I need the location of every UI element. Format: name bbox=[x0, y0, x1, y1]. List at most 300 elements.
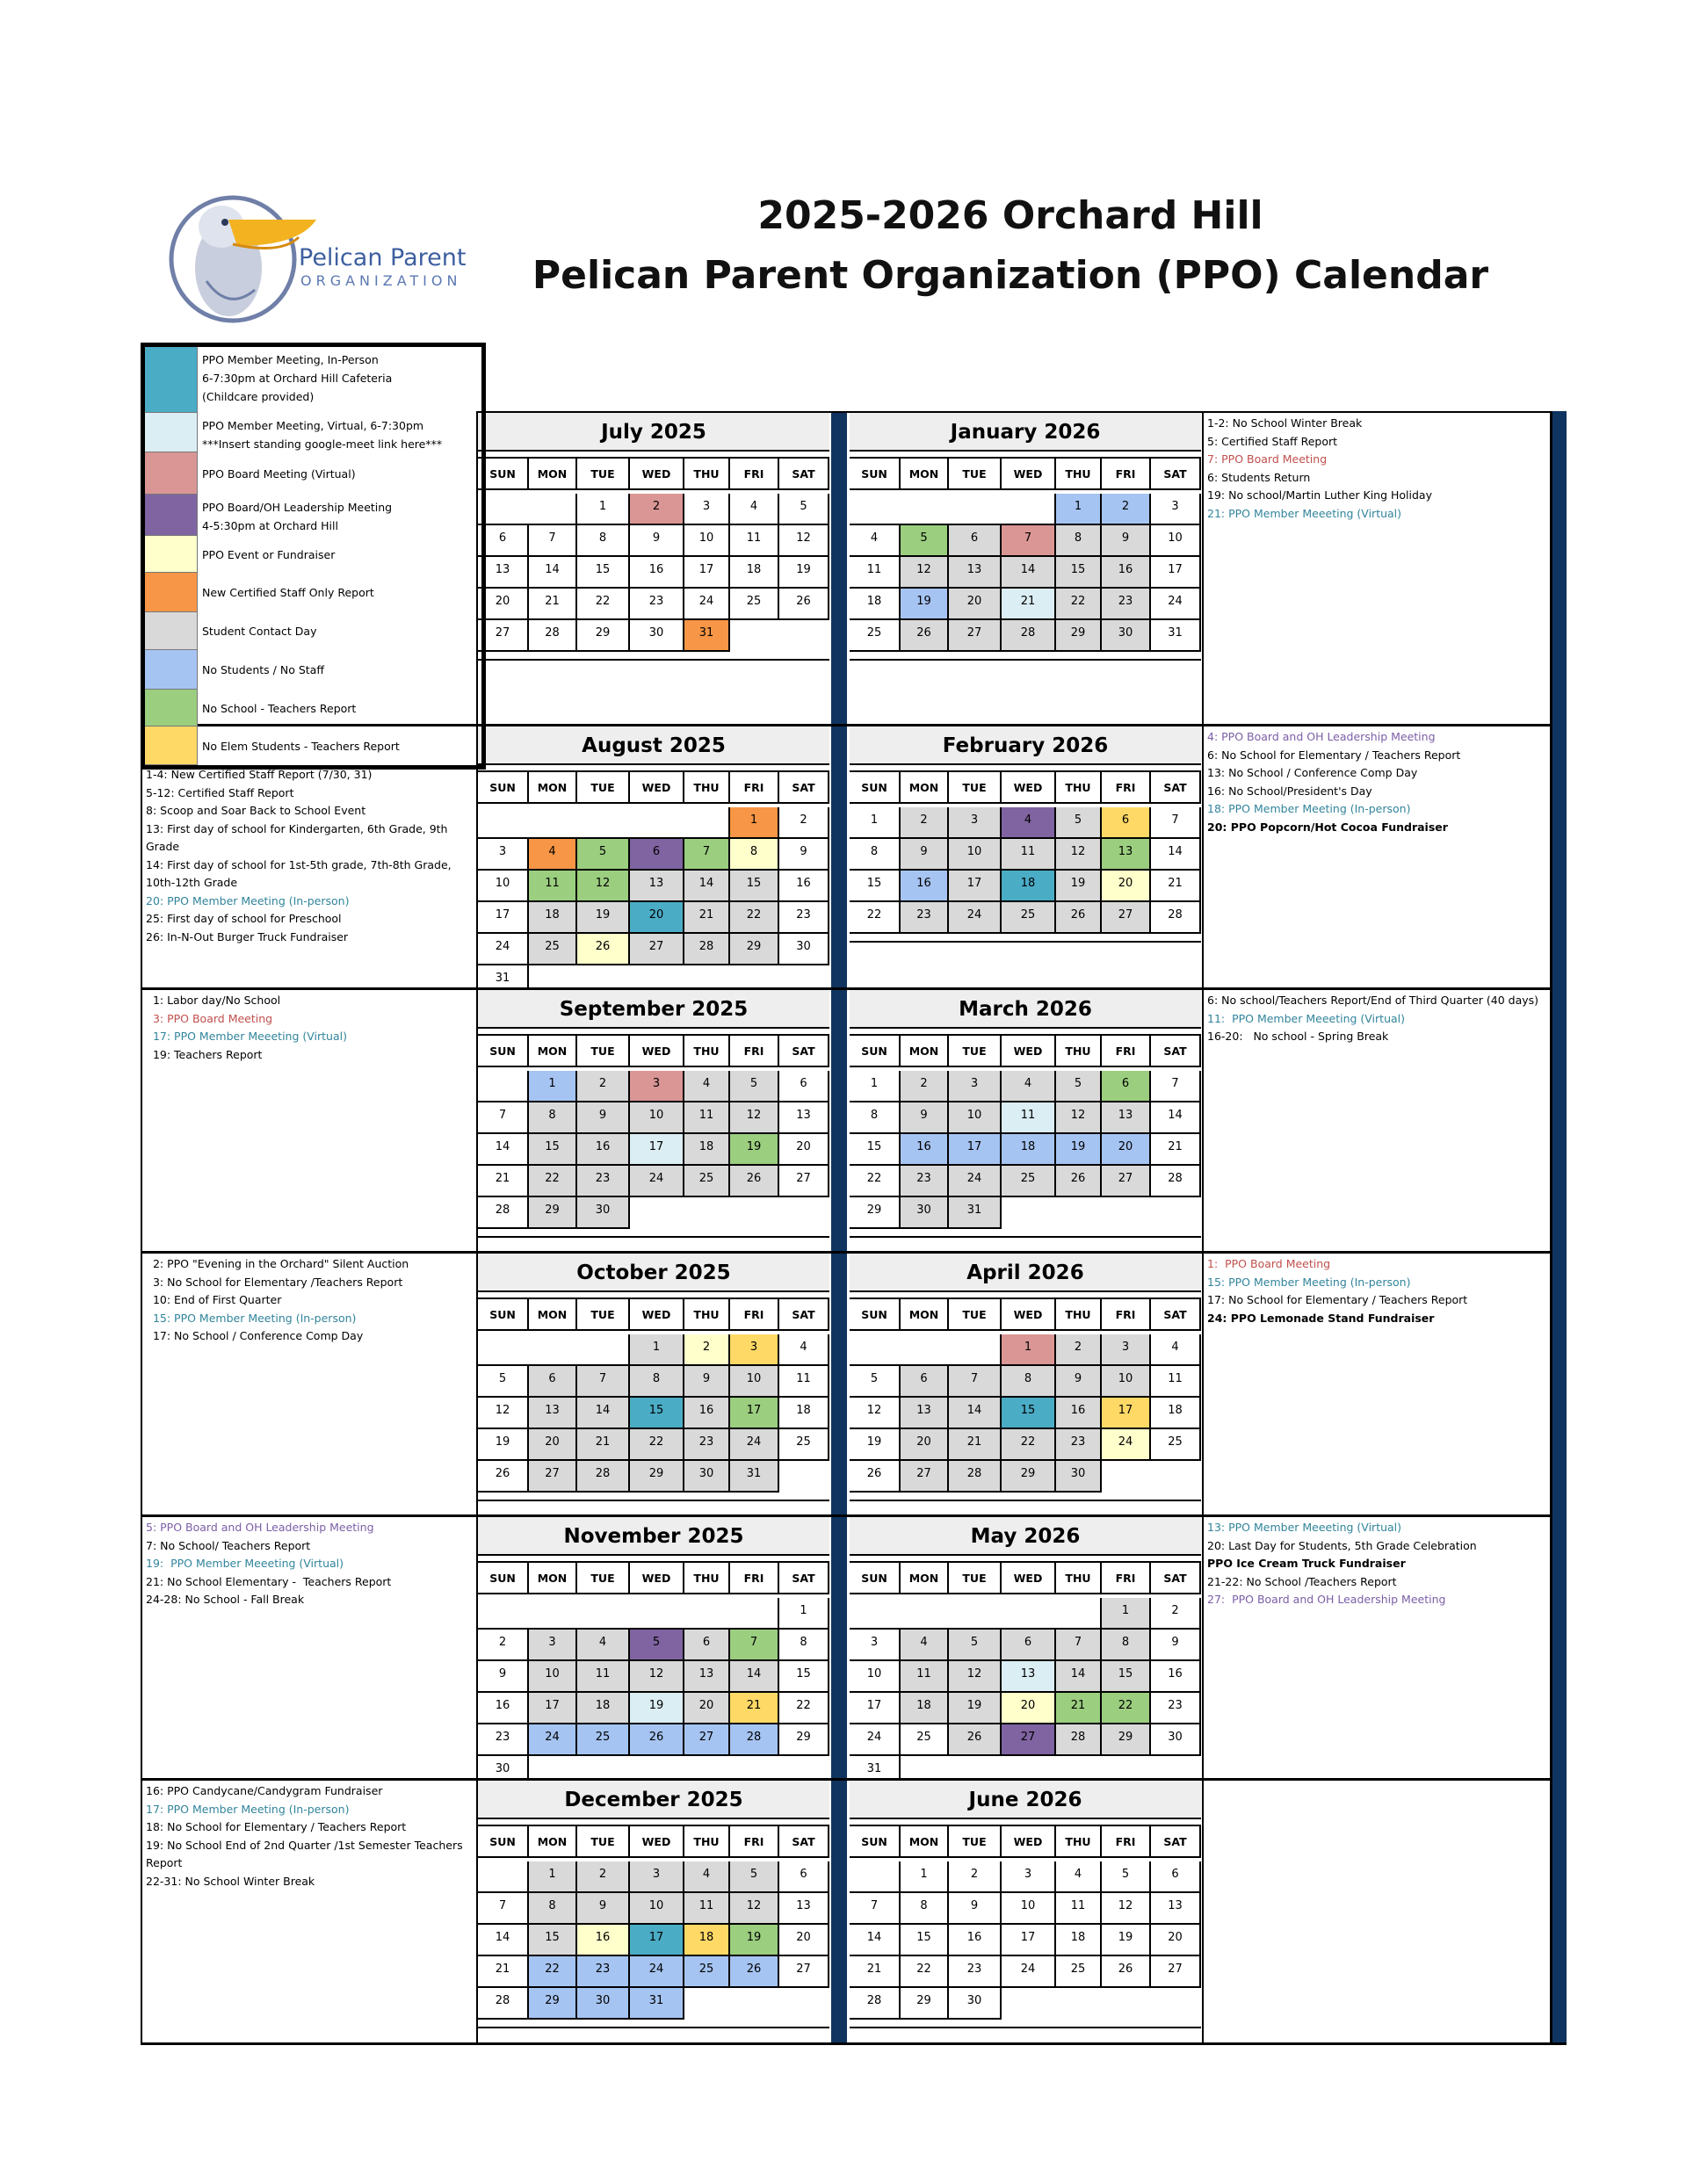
note-line: 7: PPO Board Meeting bbox=[1207, 452, 1328, 466]
weekday-thu: THU bbox=[1056, 459, 1102, 490]
day-cell: 1 bbox=[901, 1861, 949, 1893]
day-cell: 9 bbox=[901, 1102, 949, 1134]
day-cell: 25 bbox=[901, 1724, 949, 1756]
day-cell: 22 bbox=[901, 1956, 949, 1988]
day-cell: 18 bbox=[1002, 1134, 1056, 1166]
day-cell: 5 bbox=[730, 1071, 779, 1102]
day-cell: 21 bbox=[730, 1693, 779, 1724]
day-cell: 30 bbox=[901, 1197, 949, 1229]
legend bbox=[141, 343, 486, 770]
day-cell: 5 bbox=[901, 525, 949, 557]
weekday-fri: FRI bbox=[1102, 772, 1151, 804]
day-cell: 21 bbox=[1056, 1693, 1102, 1724]
day-cell: 20 bbox=[684, 1693, 730, 1724]
weekday-sat: SAT bbox=[1151, 1826, 1201, 1858]
note-line: 15: PPO Member Meeting (In-person) bbox=[146, 1311, 357, 1325]
month-bottom-line bbox=[850, 1236, 1201, 1238]
day-cell: 27 bbox=[630, 934, 684, 965]
day-cell: 9 bbox=[1056, 1366, 1102, 1398]
note-line: 18: No School for Elementary / Teachers Report bbox=[146, 1820, 407, 1833]
weekday-thu: THU bbox=[684, 1036, 730, 1067]
month-november-2025 bbox=[478, 1517, 829, 1781]
right-blue-bar bbox=[1552, 411, 1567, 2045]
week-header-top bbox=[850, 1561, 1201, 1563]
day-cell: 26 bbox=[850, 1461, 901, 1493]
day-cell: 23 bbox=[684, 1429, 730, 1461]
legend-row bbox=[145, 573, 481, 612]
month-december-2025 bbox=[478, 1781, 829, 2047]
weekday-sun: SUN bbox=[478, 1563, 529, 1594]
day-cell: 9 bbox=[630, 525, 684, 557]
day-cell: 12 bbox=[901, 557, 949, 589]
day-cell: 21 bbox=[478, 1166, 529, 1197]
day-cell: 2 bbox=[1102, 494, 1151, 525]
weekday-sat: SAT bbox=[1151, 772, 1201, 804]
day-cell: 22 bbox=[779, 1693, 829, 1724]
day-cell: 22 bbox=[850, 902, 901, 934]
day-cell: 27 bbox=[529, 1461, 577, 1493]
weekday-fri: FRI bbox=[730, 1563, 779, 1594]
note-line: 26: In-N-Out Burger Truck Fundraiser bbox=[146, 929, 349, 943]
day-cell: 11 bbox=[1151, 1366, 1201, 1398]
note-line: 20: PPO Member Meeting (In-person) bbox=[146, 893, 350, 907]
note-line: 2: PPO "Evening in the Orchard" Silent Auction bbox=[146, 1257, 409, 1270]
month-bottom-line bbox=[850, 941, 1201, 943]
day-cell: 3 bbox=[730, 1334, 779, 1366]
day-cell: 2 bbox=[901, 807, 949, 839]
empty-cell bbox=[478, 1598, 529, 1630]
day-cell: 29 bbox=[850, 1197, 901, 1229]
day-cell: 1 bbox=[529, 1071, 577, 1102]
notes-may bbox=[1204, 1515, 1552, 1775]
legend-label-line: PPO Member Meeting, Virtual, 6-7:30pm bbox=[202, 419, 424, 432]
weekday-thu: THU bbox=[1056, 1563, 1102, 1594]
day-cell: 2 bbox=[1151, 1598, 1201, 1630]
weekday-mon: MON bbox=[529, 459, 577, 490]
day-cell: 27 bbox=[1151, 1956, 1201, 1988]
day-cell: 19 bbox=[779, 557, 829, 589]
legend-swatch bbox=[145, 573, 198, 612]
note-line: 1-4: New Certified Staff Report (7/30, 31) bbox=[146, 768, 373, 781]
day-cell: 24 bbox=[1102, 1429, 1151, 1461]
day-cell: 12 bbox=[478, 1398, 529, 1429]
day-cell: 22 bbox=[1002, 1429, 1056, 1461]
day-cell: 16 bbox=[577, 1925, 630, 1956]
weekday-tue: TUE bbox=[577, 1826, 630, 1858]
month-title: February 2026 bbox=[850, 726, 1201, 765]
day-cell: 25 bbox=[850, 620, 901, 652]
empty-cell bbox=[850, 1334, 901, 1366]
day-cell: 30 bbox=[1102, 620, 1151, 652]
empty-cell bbox=[630, 807, 684, 839]
empty-cell bbox=[684, 1598, 730, 1630]
note-line: 10: End of First Quarter bbox=[146, 1293, 282, 1306]
weekday-sun: SUN bbox=[478, 772, 529, 804]
day-cell: 22 bbox=[1056, 589, 1102, 620]
empty-cell bbox=[529, 807, 577, 839]
day-cell: 27 bbox=[684, 1724, 730, 1756]
day-cell: 1 bbox=[1056, 494, 1102, 525]
month-bottom-line bbox=[478, 2027, 829, 2028]
legend-label-line: (Childcare provided) bbox=[202, 390, 315, 403]
day-cell: 22 bbox=[529, 1956, 577, 1988]
day-cell: 17 bbox=[730, 1398, 779, 1429]
legend-label bbox=[202, 737, 400, 755]
weekday-wed: WED bbox=[630, 1563, 684, 1594]
weekday-thu: THU bbox=[1056, 1826, 1102, 1858]
weekday-fri: FRI bbox=[1102, 1036, 1151, 1067]
legend-label-line: No Students / No Staff bbox=[202, 663, 324, 676]
day-cell: 13 bbox=[478, 557, 529, 589]
legend-swatch bbox=[145, 612, 198, 650]
day-cell: 6 bbox=[478, 525, 529, 557]
day-cell: 25 bbox=[730, 589, 779, 620]
day-cell: 30 bbox=[949, 1988, 1002, 2020]
day-cell: 23 bbox=[630, 589, 684, 620]
day-cell: 3 bbox=[529, 1630, 577, 1661]
day-cell: 12 bbox=[1102, 1893, 1151, 1925]
weekday-mon: MON bbox=[901, 459, 949, 490]
weekday-fri: FRI bbox=[1102, 1563, 1151, 1594]
day-cell: 11 bbox=[1002, 1102, 1056, 1134]
note-line: 16-20: No school - Spring Break bbox=[1207, 1030, 1389, 1043]
day-cell: 24 bbox=[478, 934, 529, 965]
day-cell: 15 bbox=[529, 1134, 577, 1166]
day-cell: 26 bbox=[1056, 902, 1102, 934]
note-line: 20: Last Day for Students, 5th Grade Celebration bbox=[1207, 1538, 1477, 1552]
day-cell: 29 bbox=[779, 1724, 829, 1756]
day-cell: 31 bbox=[684, 620, 730, 652]
legend-label-line: No Elem Students - Teachers Report bbox=[202, 739, 400, 753]
day-cell: 24 bbox=[529, 1724, 577, 1756]
day-cell: 14 bbox=[577, 1398, 630, 1429]
notes-nov bbox=[142, 1515, 476, 1776]
day-cell: 18 bbox=[1002, 871, 1056, 902]
legend-row bbox=[145, 650, 481, 690]
day-cell: 24 bbox=[1002, 1956, 1056, 1988]
day-cell: 4 bbox=[684, 1071, 730, 1102]
note-line: 21: No School Elementary - Teachers Report bbox=[146, 1574, 392, 1588]
day-cell: 4 bbox=[850, 525, 901, 557]
day-cell: 4 bbox=[901, 1630, 949, 1661]
day-cell: 29 bbox=[1056, 620, 1102, 652]
day-cell: 4 bbox=[779, 1334, 829, 1366]
legend-swatch bbox=[145, 536, 198, 573]
day-cell: 5 bbox=[1056, 1071, 1102, 1102]
week-header-top bbox=[850, 770, 1201, 772]
month-april-2026 bbox=[850, 1254, 1201, 1517]
day-cell: 27 bbox=[478, 620, 529, 652]
day-cell: 7 bbox=[850, 1893, 901, 1925]
day-cell: 10 bbox=[850, 1661, 901, 1693]
weekday-sun: SUN bbox=[850, 772, 901, 804]
day-cell: 24 bbox=[949, 902, 1002, 934]
day-cell: 24 bbox=[630, 1166, 684, 1197]
weekday-sun: SUN bbox=[850, 1299, 901, 1331]
day-cell: 27 bbox=[779, 1956, 829, 1988]
day-cell: 25 bbox=[779, 1429, 829, 1461]
note-line: 16: No School/President's Day bbox=[1207, 784, 1372, 798]
day-cell: 16 bbox=[630, 557, 684, 589]
day-cell: 20 bbox=[949, 589, 1002, 620]
day-cell: 29 bbox=[577, 620, 630, 652]
weekday-tue: TUE bbox=[577, 1563, 630, 1594]
day-cell: 30 bbox=[684, 1461, 730, 1493]
note-line: 6: No school/Teachers Report/End of Third Quarter (40 days) bbox=[1207, 994, 1539, 1007]
day-cell: 14 bbox=[730, 1661, 779, 1693]
empty-cell bbox=[529, 1334, 577, 1366]
weekday-mon: MON bbox=[901, 1299, 949, 1331]
day-cell: 13 bbox=[1002, 1661, 1056, 1693]
day-cell: 14 bbox=[478, 1925, 529, 1956]
day-cell: 26 bbox=[1056, 1166, 1102, 1197]
day-cell: 12 bbox=[850, 1398, 901, 1429]
day-cell: 19 bbox=[630, 1693, 684, 1724]
note-line: 1: PPO Board Meeting bbox=[1207, 1257, 1331, 1270]
day-cell: 2 bbox=[577, 1861, 630, 1893]
day-cell: 22 bbox=[630, 1429, 684, 1461]
empty-cell bbox=[529, 494, 577, 525]
notes-oct bbox=[142, 1252, 476, 1513]
day-cell: 10 bbox=[630, 1102, 684, 1134]
day-cell: 31 bbox=[630, 1988, 684, 2020]
month-title: November 2025 bbox=[478, 1517, 829, 1556]
day-cell: 5 bbox=[478, 1366, 529, 1398]
day-cell: 22 bbox=[577, 589, 630, 620]
day-cell: 20 bbox=[1102, 1134, 1151, 1166]
day-cell: 5 bbox=[850, 1366, 901, 1398]
day-cell: 26 bbox=[901, 620, 949, 652]
weekday-fri: FRI bbox=[730, 1036, 779, 1067]
legend-label-line: New Certified Staff Only Report bbox=[202, 586, 374, 599]
day-cell: 26 bbox=[478, 1461, 529, 1493]
day-cell: 18 bbox=[850, 589, 901, 620]
day-cell: 11 bbox=[684, 1893, 730, 1925]
empty-cell bbox=[1056, 1598, 1102, 1630]
day-cell: 25 bbox=[1151, 1429, 1201, 1461]
month-bottom-line bbox=[850, 1500, 1201, 1501]
day-cell: 8 bbox=[529, 1893, 577, 1925]
day-cell: 10 bbox=[949, 839, 1002, 871]
logo-subtitle: ORGANIZATION bbox=[300, 272, 462, 289]
day-cell: 29 bbox=[1002, 1461, 1056, 1493]
weekday-sat: SAT bbox=[1151, 1563, 1201, 1594]
legend-label bbox=[202, 465, 356, 483]
day-cell: 6 bbox=[901, 1366, 949, 1398]
day-cell: 21 bbox=[1151, 871, 1201, 902]
day-cell: 28 bbox=[1151, 902, 1201, 934]
day-cell: 26 bbox=[577, 934, 630, 965]
weekday-tue: TUE bbox=[949, 1299, 1002, 1331]
note-line: 21: PPO Member Meeeting (Virtual) bbox=[1207, 506, 1402, 520]
day-cell: 10 bbox=[630, 1893, 684, 1925]
legend-row bbox=[145, 347, 481, 413]
day-cell: 15 bbox=[779, 1661, 829, 1693]
day-cell: 25 bbox=[529, 934, 577, 965]
day-cell: 9 bbox=[779, 839, 829, 871]
day-cell: 7 bbox=[577, 1366, 630, 1398]
day-cell: 4 bbox=[730, 494, 779, 525]
day-cell: 26 bbox=[630, 1724, 684, 1756]
empty-cell bbox=[577, 1334, 630, 1366]
day-cell: 20 bbox=[1002, 1693, 1056, 1724]
note-line: 1: Labor day/No School bbox=[146, 994, 281, 1007]
week-header-top bbox=[478, 1034, 829, 1036]
day-cell: 4 bbox=[684, 1861, 730, 1893]
month-january-2026 bbox=[850, 413, 1201, 726]
day-cell: 27 bbox=[1102, 1166, 1151, 1197]
legend-row bbox=[145, 413, 481, 452]
day-cell: 17 bbox=[529, 1693, 577, 1724]
day-cell: 23 bbox=[577, 1956, 630, 1988]
legend-label-line: 4-5:30pm at Orchard Hill bbox=[202, 519, 338, 532]
legend-swatch bbox=[145, 690, 198, 726]
week-header-top bbox=[850, 1034, 1201, 1036]
day-cell: 17 bbox=[630, 1134, 684, 1166]
weekday-sun: SUN bbox=[478, 1299, 529, 1331]
weekday-wed: WED bbox=[630, 1826, 684, 1858]
weekday-wed: WED bbox=[1002, 1563, 1056, 1594]
day-cell: 3 bbox=[630, 1071, 684, 1102]
day-cell: 19 bbox=[577, 902, 630, 934]
notes-mar bbox=[1204, 988, 1552, 1248]
day-cell: 1 bbox=[850, 807, 901, 839]
day-cell: 13 bbox=[529, 1398, 577, 1429]
day-cell: 15 bbox=[577, 557, 630, 589]
legend-row bbox=[145, 536, 481, 573]
empty-cell bbox=[949, 494, 1002, 525]
day-cell: 30 bbox=[577, 1988, 630, 2020]
weekday-mon: MON bbox=[901, 1563, 949, 1594]
day-cell: 17 bbox=[630, 1925, 684, 1956]
day-cell: 13 bbox=[1102, 839, 1151, 871]
weekday-tue: TUE bbox=[949, 1563, 1002, 1594]
pelican-icon bbox=[167, 184, 316, 329]
legend-label bbox=[202, 546, 335, 564]
day-cell: 8 bbox=[1056, 525, 1102, 557]
legend-swatch bbox=[145, 726, 198, 765]
weekday-wed: WED bbox=[1002, 772, 1056, 804]
month-september-2025 bbox=[478, 990, 829, 1254]
day-cell: 11 bbox=[779, 1366, 829, 1398]
day-cell: 18 bbox=[730, 557, 779, 589]
day-cell: 9 bbox=[478, 1661, 529, 1693]
day-cell: 5 bbox=[1102, 1861, 1151, 1893]
weekday-sun: SUN bbox=[478, 459, 529, 490]
weekday-fri: FRI bbox=[730, 1826, 779, 1858]
day-cell: 21 bbox=[850, 1956, 901, 1988]
note-line: PPO Ice Cream Truck Fundraiser bbox=[1207, 1557, 1406, 1570]
month-title: September 2025 bbox=[478, 990, 829, 1029]
weekday-wed: WED bbox=[1002, 1826, 1056, 1858]
day-cell: 15 bbox=[1056, 557, 1102, 589]
empty-cell bbox=[478, 1861, 529, 1893]
day-cell: 17 bbox=[1102, 1398, 1151, 1429]
day-cell: 21 bbox=[529, 589, 577, 620]
day-cell: 13 bbox=[1102, 1102, 1151, 1134]
day-cell: 21 bbox=[949, 1429, 1002, 1461]
week-header-top bbox=[478, 770, 829, 772]
weekday-wed: WED bbox=[1002, 459, 1056, 490]
note-line: 20: PPO Popcorn/Hot Cocoa Fundraiser bbox=[1207, 820, 1448, 834]
note-line: 13: No School / Conference Comp Day bbox=[1207, 766, 1418, 779]
month-title: April 2026 bbox=[850, 1254, 1201, 1292]
day-cell: 5 bbox=[630, 1630, 684, 1661]
legend-row bbox=[145, 612, 481, 650]
weekday-tue: TUE bbox=[949, 459, 1002, 490]
day-cell: 12 bbox=[779, 525, 829, 557]
weekday-sun: SUN bbox=[478, 1826, 529, 1858]
note-line: 1-2: No School Winter Break bbox=[1207, 416, 1363, 430]
notes-sep bbox=[142, 988, 476, 1249]
day-cell: 18 bbox=[1056, 1925, 1102, 1956]
note-line: 25: First day of school for Preschool bbox=[146, 912, 342, 925]
day-cell: 25 bbox=[1002, 1166, 1056, 1197]
weekday-sat: SAT bbox=[779, 1826, 829, 1858]
day-cell: 5 bbox=[730, 1861, 779, 1893]
day-cell: 1 bbox=[779, 1598, 829, 1630]
weekday-thu: THU bbox=[684, 772, 730, 804]
day-cell: 16 bbox=[577, 1134, 630, 1166]
empty-cell bbox=[730, 1598, 779, 1630]
day-cell: 8 bbox=[850, 1102, 901, 1134]
day-cell: 24 bbox=[949, 1166, 1002, 1197]
month-title: March 2026 bbox=[850, 990, 1201, 1029]
day-cell: 30 bbox=[630, 620, 684, 652]
notes-feb bbox=[1204, 725, 1552, 985]
legend-label-line: Student Contact Day bbox=[202, 625, 317, 638]
legend-label bbox=[202, 583, 374, 602]
month-july-2025 bbox=[478, 413, 829, 726]
day-cell: 17 bbox=[949, 1134, 1002, 1166]
month-title: June 2026 bbox=[850, 1781, 1201, 1819]
day-cell: 6 bbox=[779, 1861, 829, 1893]
day-cell: 16 bbox=[1151, 1661, 1201, 1693]
weekday-wed: WED bbox=[630, 459, 684, 490]
empty-cell bbox=[901, 1598, 949, 1630]
day-cell: 3 bbox=[949, 807, 1002, 839]
day-cell: 17 bbox=[1151, 557, 1201, 589]
month-title: May 2026 bbox=[850, 1517, 1201, 1556]
weekday-mon: MON bbox=[529, 1299, 577, 1331]
day-cell: 28 bbox=[949, 1461, 1002, 1493]
weekday-wed: WED bbox=[630, 1299, 684, 1331]
day-cell: 14 bbox=[1151, 1102, 1201, 1134]
legend-swatch bbox=[145, 650, 198, 690]
month-june-2026 bbox=[850, 1781, 1201, 2047]
day-cell: 30 bbox=[779, 934, 829, 965]
note-line: 7: No School/ Teachers Report bbox=[146, 1538, 311, 1552]
legend-label-line: PPO Board/OH Leadership Meeting bbox=[202, 501, 393, 514]
day-cell: 30 bbox=[1151, 1724, 1201, 1756]
day-cell: 1 bbox=[577, 494, 630, 525]
day-cell: 16 bbox=[949, 1925, 1002, 1956]
day-cell: 1 bbox=[1102, 1598, 1151, 1630]
week-header-top bbox=[850, 457, 1201, 459]
weekday-wed: WED bbox=[630, 1036, 684, 1067]
day-cell: 16 bbox=[901, 871, 949, 902]
weekday-sun: SUN bbox=[478, 1036, 529, 1067]
week-header-top bbox=[478, 1298, 829, 1299]
day-cell: 28 bbox=[529, 620, 577, 652]
weekday-sat: SAT bbox=[779, 1299, 829, 1331]
day-cell: 23 bbox=[949, 1956, 1002, 1988]
day-cell: 10 bbox=[684, 525, 730, 557]
day-cell: 6 bbox=[1002, 1630, 1056, 1661]
day-cell: 28 bbox=[478, 1988, 529, 2020]
day-cell: 15 bbox=[850, 1134, 901, 1166]
weekday-tue: TUE bbox=[577, 1036, 630, 1067]
